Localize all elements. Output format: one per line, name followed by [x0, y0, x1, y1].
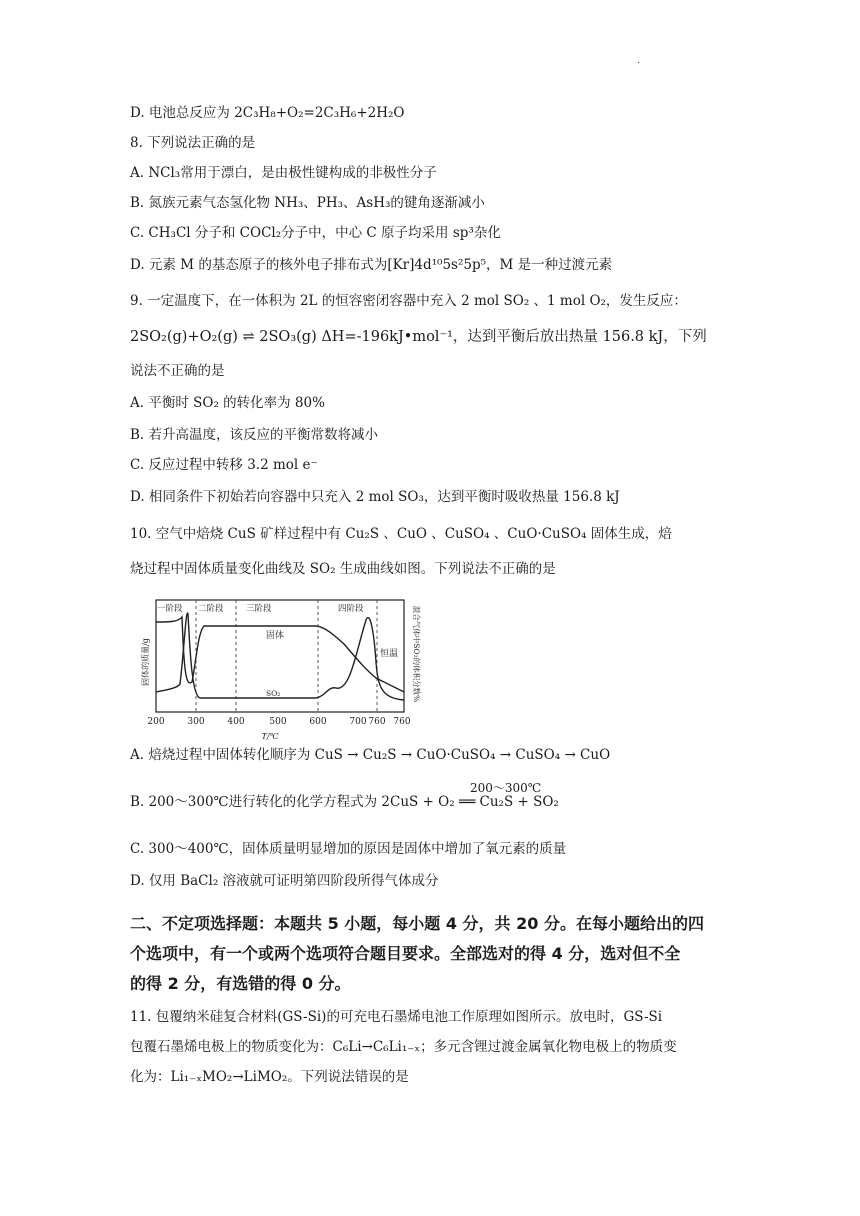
x-tick-label: 300 — [187, 717, 205, 727]
x-tick-label: 760 — [393, 717, 411, 727]
question-8-option-d: D. 元素 M 的基态原子的核外电子排布式为[Kr]4d¹⁰5s²5p⁵，M 是一种过渡元素 — [130, 257, 613, 273]
y-right-label: 混合气体中SO₂的体积分数% — [412, 605, 421, 703]
section-2-heading-2: 个选项中，有一个或两个选项符合题目要求。全部选对的得 4 分，选对但不全 — [130, 944, 681, 963]
option-d-prev: D. 电池总反应为 2C₃H₈+O₂=2C₃H₆+2H₂O — [130, 105, 405, 121]
reaction-condition: 200～300℃ — [470, 781, 542, 795]
x-tick-label: 760 — [368, 717, 386, 727]
section-2-heading-3: 的得 2 分，有选错的得 0 分。 — [130, 974, 351, 993]
series-label-solid: 固体 — [266, 631, 285, 641]
question-9: 9. 一定温度下，在一体积为 2L 的恒容密闭容器中充入 2 mol SO₂ 、1 mol O₂，发生反应： — [130, 293, 687, 309]
question-8: 8. 下列说法正确的是 — [130, 135, 256, 151]
question-9-equation: 2SO₂(g)+O₂(g) ⇌ 2SO₃(g) ΔH=-196kJ•mol⁻¹，达到平衡后放出热量 156.8 kJ，下列 — [130, 329, 707, 345]
x-tick-labels — [147, 717, 410, 727]
chart-svg — [130, 592, 440, 742]
question-10-option-d: D. 仅用 BaCl₂ 溶液就可证明第四阶段所得气体成分 — [130, 873, 439, 889]
question-9-cont: 说法不正确的是 — [130, 363, 225, 379]
question-9-option-a: A. 平衡时 SO₂ 的转化率为 80% — [130, 395, 325, 411]
stage-label-2: 二阶段 — [198, 604, 224, 614]
x-tick-label: 200 — [147, 717, 165, 727]
stage-label-4: 四阶段 — [338, 604, 364, 614]
question-11-cont-2: 化为：Li₁₋ₓMO₂→LiMO₂。下列说法错误的是 — [130, 1069, 409, 1085]
question-10-cont: 烧过程中固体质量变化曲线及 SO₂ 生成曲线如图。下列说法不正确的是 — [130, 561, 556, 577]
section-2-heading-1: 二、不定项选择题：本题共 5 小题，每小题 4 分，共 20 分。在每小题给出的四 — [130, 914, 704, 933]
question-8-option-a: A. NCl₃常用于漂白，是由极性键构成的非极性分子 — [130, 165, 437, 181]
annotation-constant-temp: 恒温 — [380, 649, 399, 659]
y-left-label: 固体的质量/g — [141, 638, 150, 686]
series-label-so2: SO₂ — [266, 689, 281, 698]
question-10: 10. 空气中焙烧 CuS 矿样过程中有 Cu₂S 、CuO 、CuSO₄ 、CuO·CuSO₄ 固体生成，焙 — [130, 526, 672, 542]
question-11-cont-1: 包覆石墨烯电极上的物质变化为：C₆Li→C₆Li₁₋ₓ；多元含锂过渡金属氧化物电极上的物质变 — [130, 1039, 677, 1055]
question-9-option-b: B. 若升高温度，该反应的平衡常数将减小 — [130, 427, 379, 443]
x-tick-label: 400 — [227, 717, 245, 727]
stage-label-1: 一阶段 — [157, 604, 183, 614]
question-10-option-b: B. 200～300℃进行转化的化学方程式为 2CuS + O₂ ══ Cu₂S + SO₂ — [130, 794, 559, 810]
question-9-option-d: D. 相同条件下初始若向容器中只充入 2 mol SO₃，达到平衡时吸收热量 156.8 kJ — [130, 489, 620, 505]
x-tick-label: 500 — [269, 717, 287, 727]
question-10-option-c: C. 300～400℃，固体质量明显增加的原因是固体中增加了氧元素的质量 — [130, 841, 567, 857]
x-axis-label: T/℃ — [261, 732, 279, 741]
stage-label-3: 三阶段 — [246, 604, 272, 614]
x-tick-label: 700 — [349, 717, 367, 727]
x-tick-label: 600 — [309, 717, 327, 727]
question-9-option-c: C. 反应过程中转移 3.2 mol e⁻ — [130, 457, 318, 473]
tga-chart — [130, 592, 440, 742]
question-11: 11. 包覆纳米硅复合材料(GS-Si)的可充电石墨烯电池工作原理如图所示。放电时，GS-Si — [130, 1009, 663, 1025]
page-mark: · — [637, 58, 641, 69]
question-8-option-b: B. 氮族元素气态氢化物 NH₃、PH₃、AsH₃的键角逐渐减小 — [130, 195, 485, 211]
question-10-option-a: A. 焙烧过程中固体转化顺序为 CuS → Cu₂S → CuO·CuSO₄ → CuSO₄ → CuO — [130, 747, 611, 763]
question-8-option-c: C. CH₃Cl 分子和 COCl₂分子中，中心 C 原子均采用 sp³杂化 — [130, 225, 501, 241]
